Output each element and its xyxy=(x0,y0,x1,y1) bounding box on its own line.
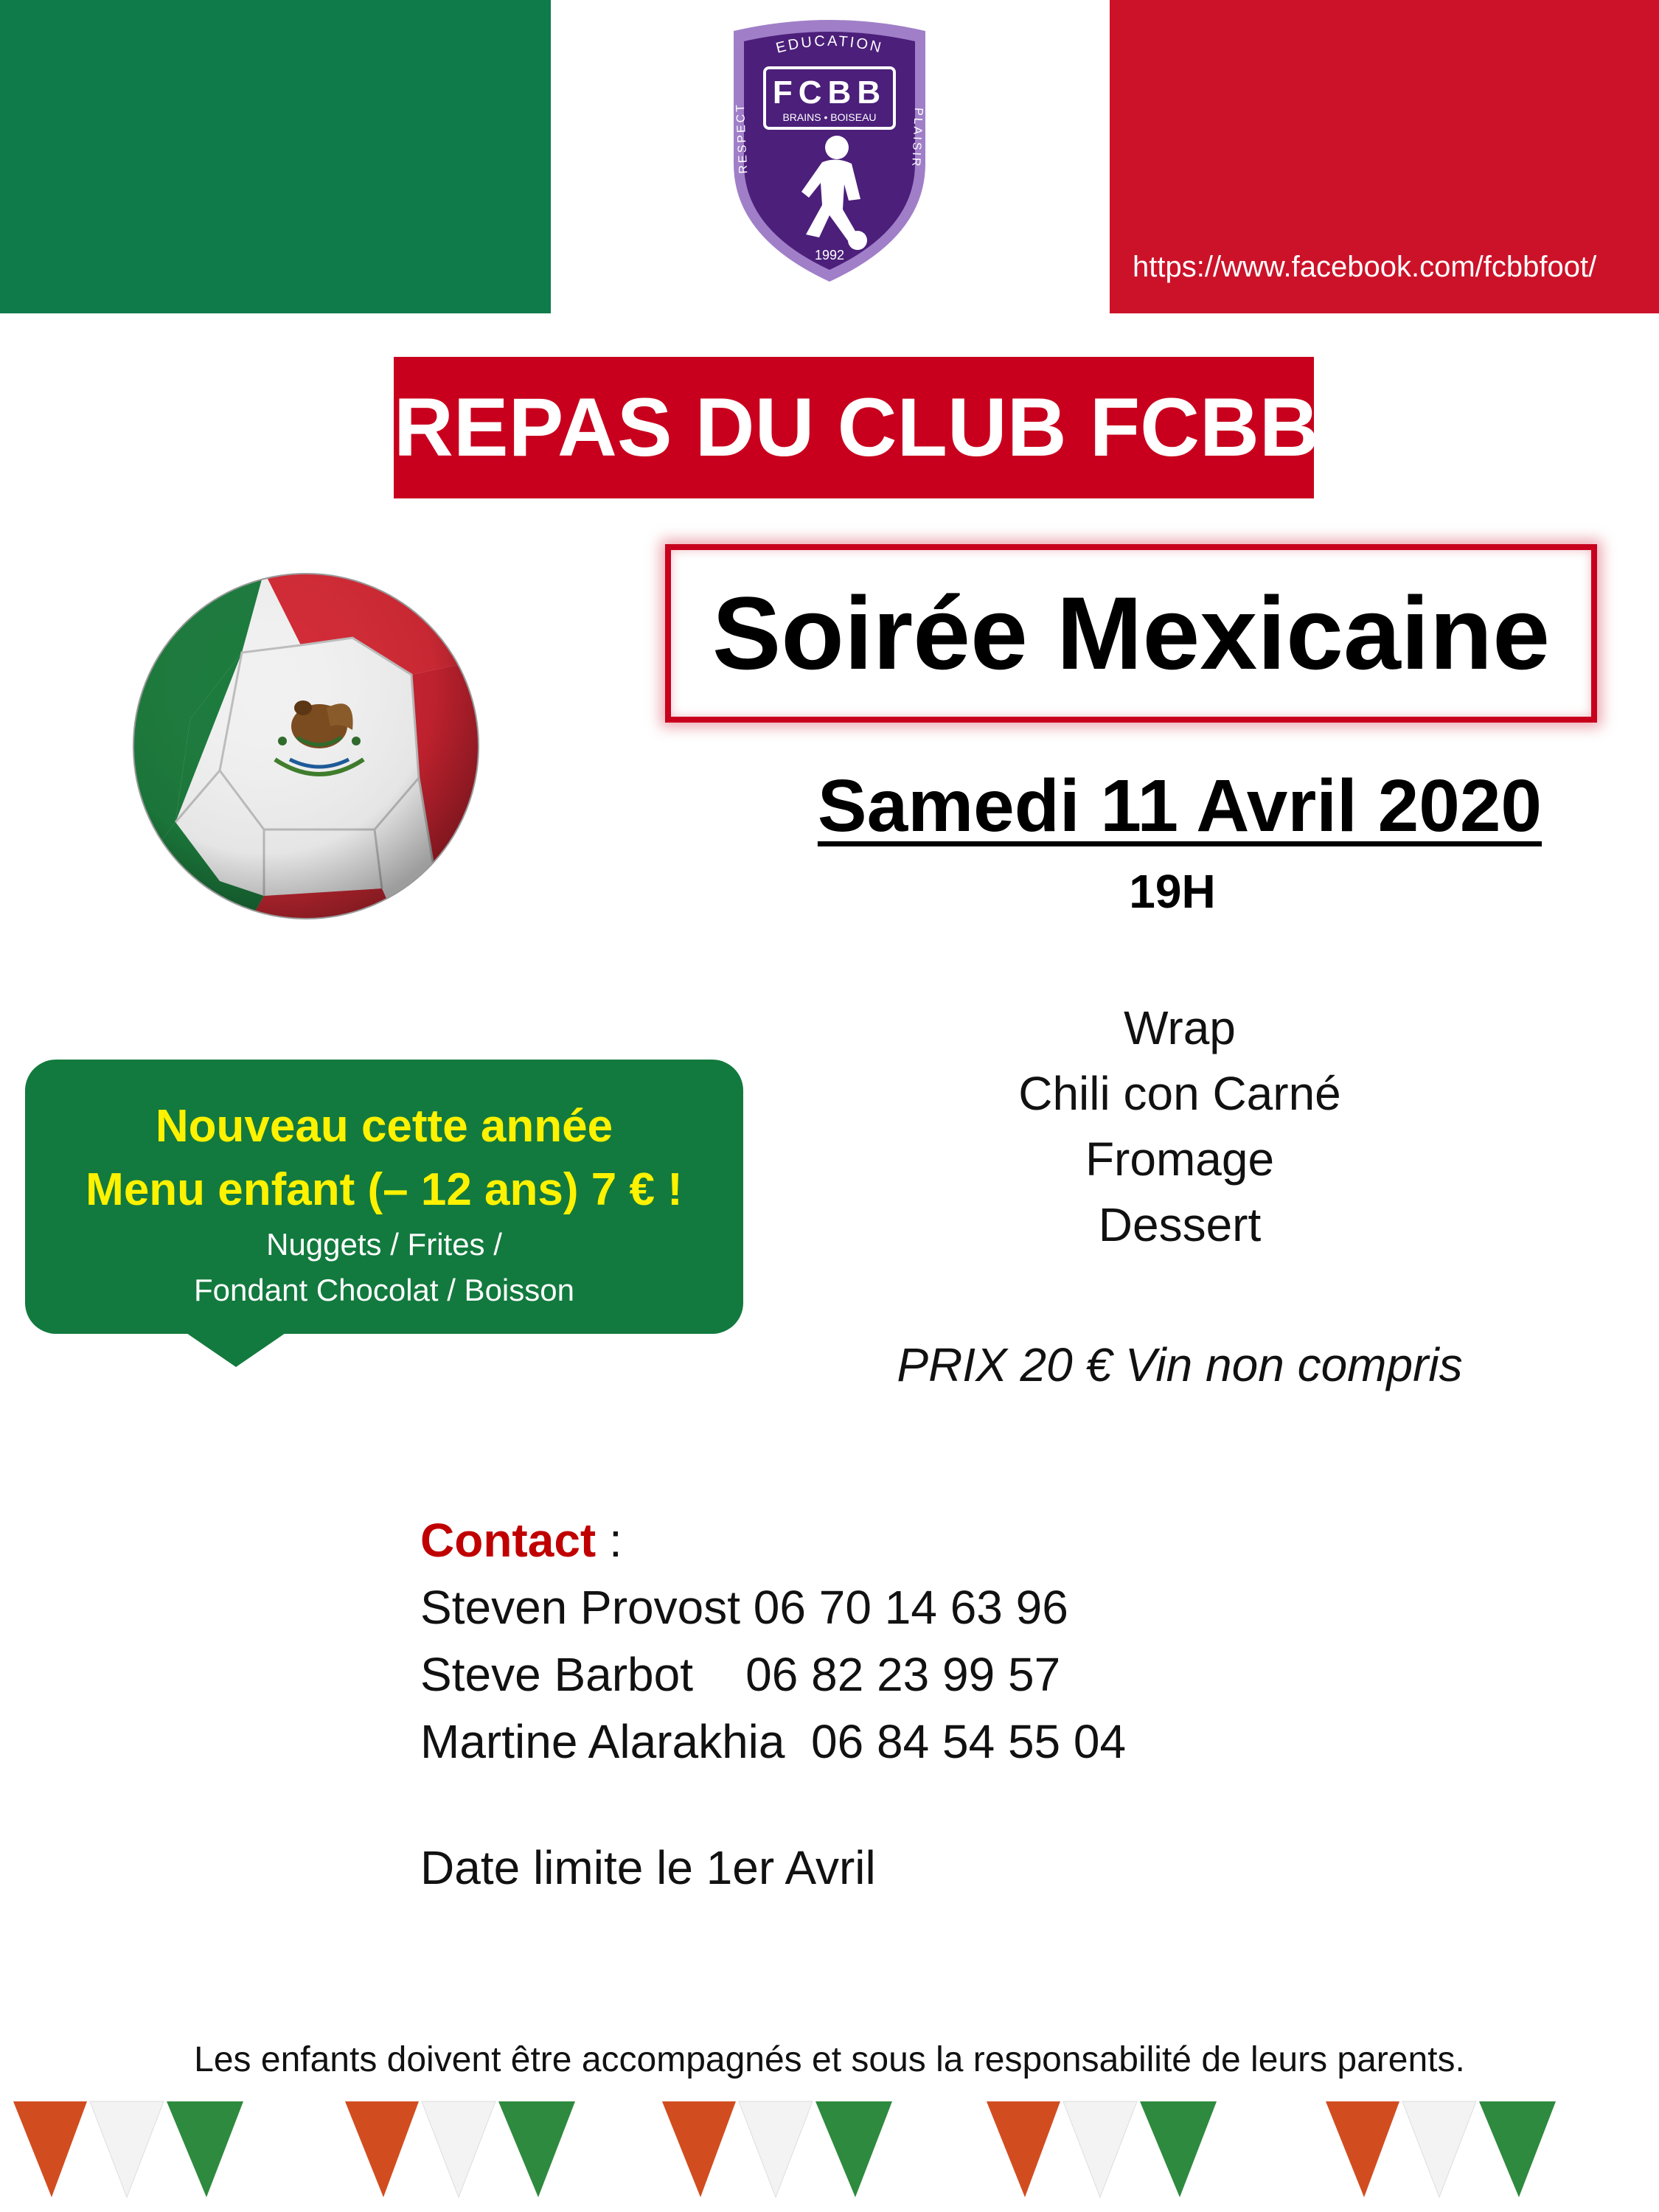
event-time: 19H xyxy=(1129,865,1216,918)
price-note: Vin non compris xyxy=(1112,1338,1463,1391)
contact-person: Steven Provost 06 70 14 63 96 xyxy=(420,1581,1068,1634)
logo-subtitle: BRAINS • BOISEAU xyxy=(782,111,877,123)
club-meal-banner: REPAS DU CLUB FCBB xyxy=(394,357,1314,498)
bunting-group xyxy=(987,2101,1217,2197)
kids-menu-line1: Nouveau cette année xyxy=(155,1101,613,1152)
menu-item: Fromage xyxy=(1085,1133,1275,1186)
kids-menu-line4: Fondant Chocolat / Boisson xyxy=(194,1273,574,1307)
event-title: Soirée Mexicaine xyxy=(665,544,1597,723)
bunting-group xyxy=(345,2101,575,2197)
price xyxy=(811,1338,1548,1392)
menu-item: Dessert xyxy=(1098,1198,1262,1251)
bunting-flags-icon xyxy=(0,2094,1659,2212)
event-date: Samedi 11 Avril 2020 xyxy=(817,765,1543,847)
kids-menu-text xyxy=(25,1095,743,1313)
mexican-soccer-ball-icon xyxy=(131,571,481,922)
flag-green-band xyxy=(0,0,551,313)
menu-item: Chili con Carné xyxy=(1018,1067,1341,1120)
menu-item: Wrap xyxy=(1124,1001,1236,1054)
deadline: Date limite le 1er Avril xyxy=(420,1841,876,1894)
bunting-group xyxy=(1326,2101,1556,2197)
kids-menu-line2: Menu enfant (– 12 ans) 7 € ! xyxy=(86,1164,683,1215)
contact-person: Martine Alarakhia 06 84 54 55 04 xyxy=(420,1715,1127,1768)
logo-top-word: EDUCATION xyxy=(774,32,885,57)
logo-club-name: FCBB xyxy=(772,74,887,111)
contact-label: Contact xyxy=(420,1514,597,1567)
contact-separator: : xyxy=(596,1514,622,1567)
logo-year: 1992 xyxy=(814,248,845,262)
bunting-group xyxy=(662,2101,892,2197)
logo-right-word: PLAISIR xyxy=(909,107,925,169)
kids-menu-line3: Nuggets / Frites / xyxy=(266,1227,502,1262)
logo-left-word: RESPECT xyxy=(734,102,751,174)
kids-menu-bubble-tail xyxy=(184,1332,288,1367)
contact-person: Steve Barbot 06 82 23 99 57 xyxy=(420,1648,1061,1701)
club-logo-icon xyxy=(719,16,940,289)
contact-block xyxy=(420,1507,1126,1775)
facebook-link[interactable]: https://www.facebook.com/fcbbfoot/ xyxy=(1133,251,1597,283)
menu-list xyxy=(885,995,1475,1258)
bunting-group xyxy=(13,2101,243,2197)
footer-note: Les enfants doivent être accompagnés et sous la responsabilité de leurs parents. xyxy=(194,2040,1465,2079)
price-label: PRIX 20 € xyxy=(897,1338,1113,1391)
